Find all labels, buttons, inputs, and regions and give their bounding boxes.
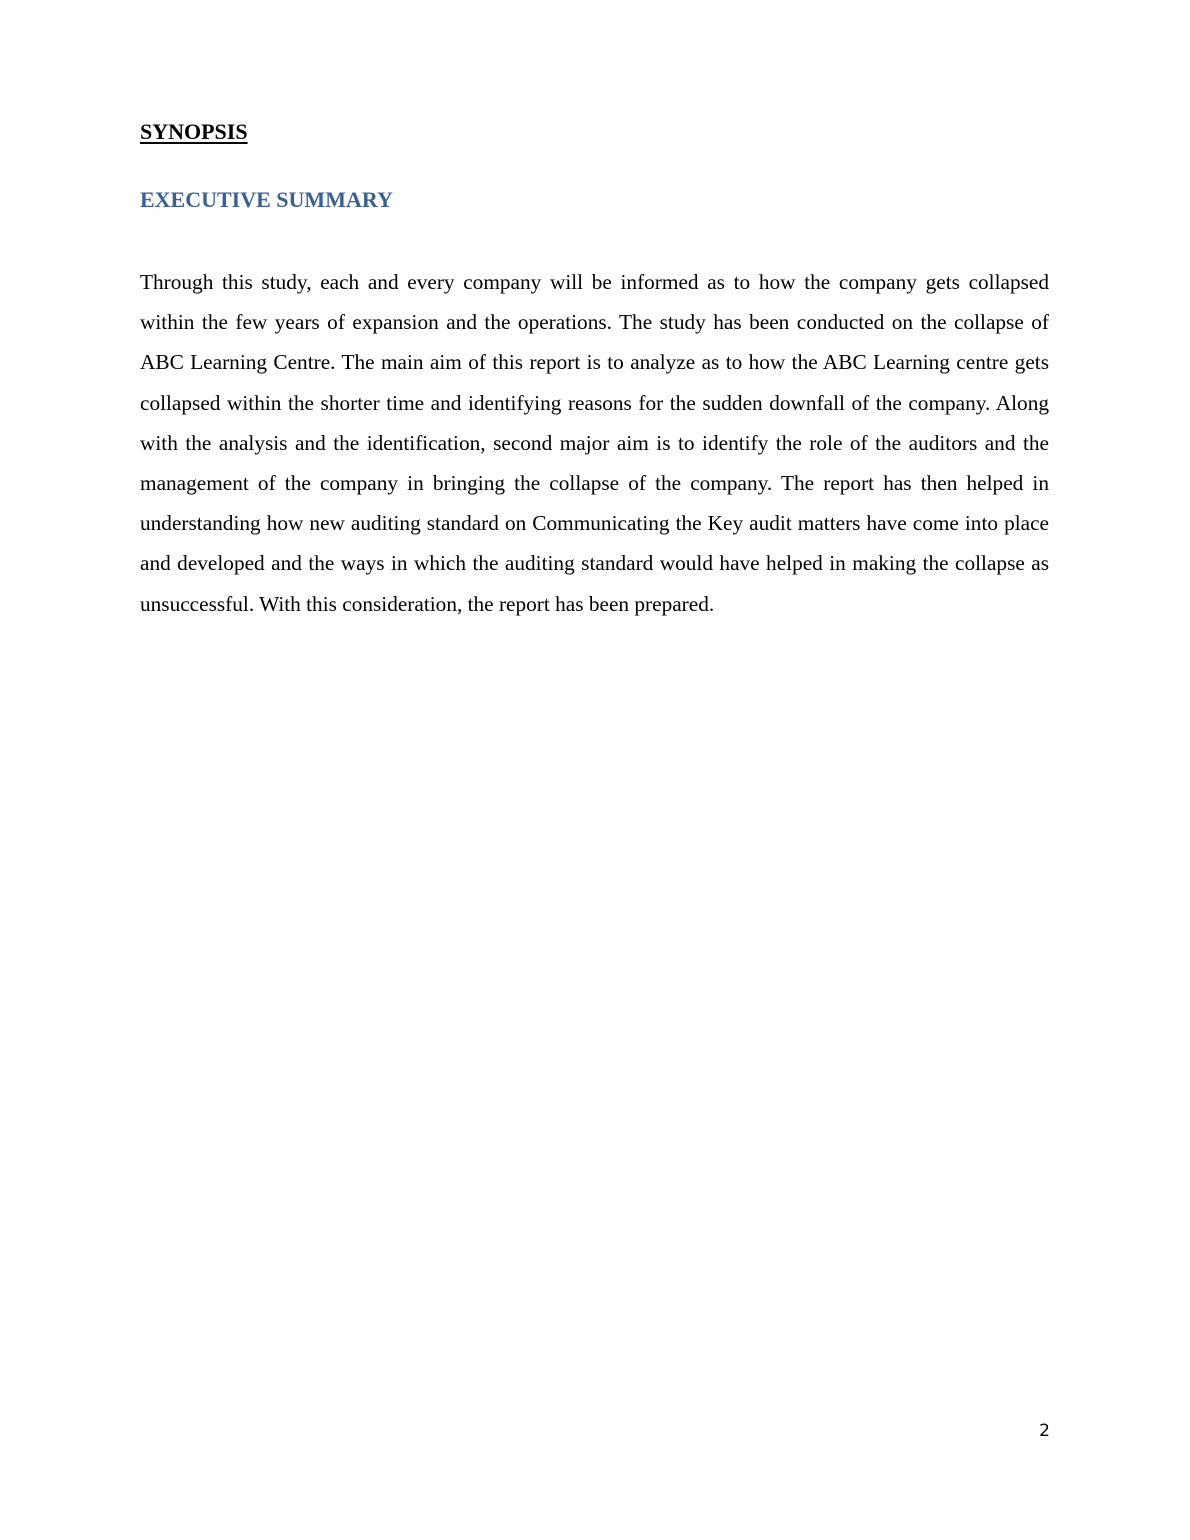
- executive-summary-heading: EXECUTIVE SUMMARY: [140, 187, 393, 212]
- synopsis-heading: SYNOPSIS: [140, 119, 248, 144]
- page-number: 2: [1039, 1421, 1050, 1441]
- executive-summary-paragraph: Through this study, each and every company will be informed as to how the company gets collapsed within the few years of expansion and the operations. The study has been conducted on the collapse of ABC Learning Centre. The main aim of this report is to analyze as to how the ABC Learning centre gets collapsed within the shorter time and identifying reasons for the sudden downfall of the company. Along with the analysis and the identification, second major aim is to identify the role of the auditors and the management of the company in bringing the collapse of the company. The report has then helped in understanding how new auditing standard on Communicating the Key audit matters have come into place and developed and the ways in which the auditing standard would have helped in making the collapse as unsuccessful. With this consideration, the report has been prepared.: [140, 270, 1049, 616]
